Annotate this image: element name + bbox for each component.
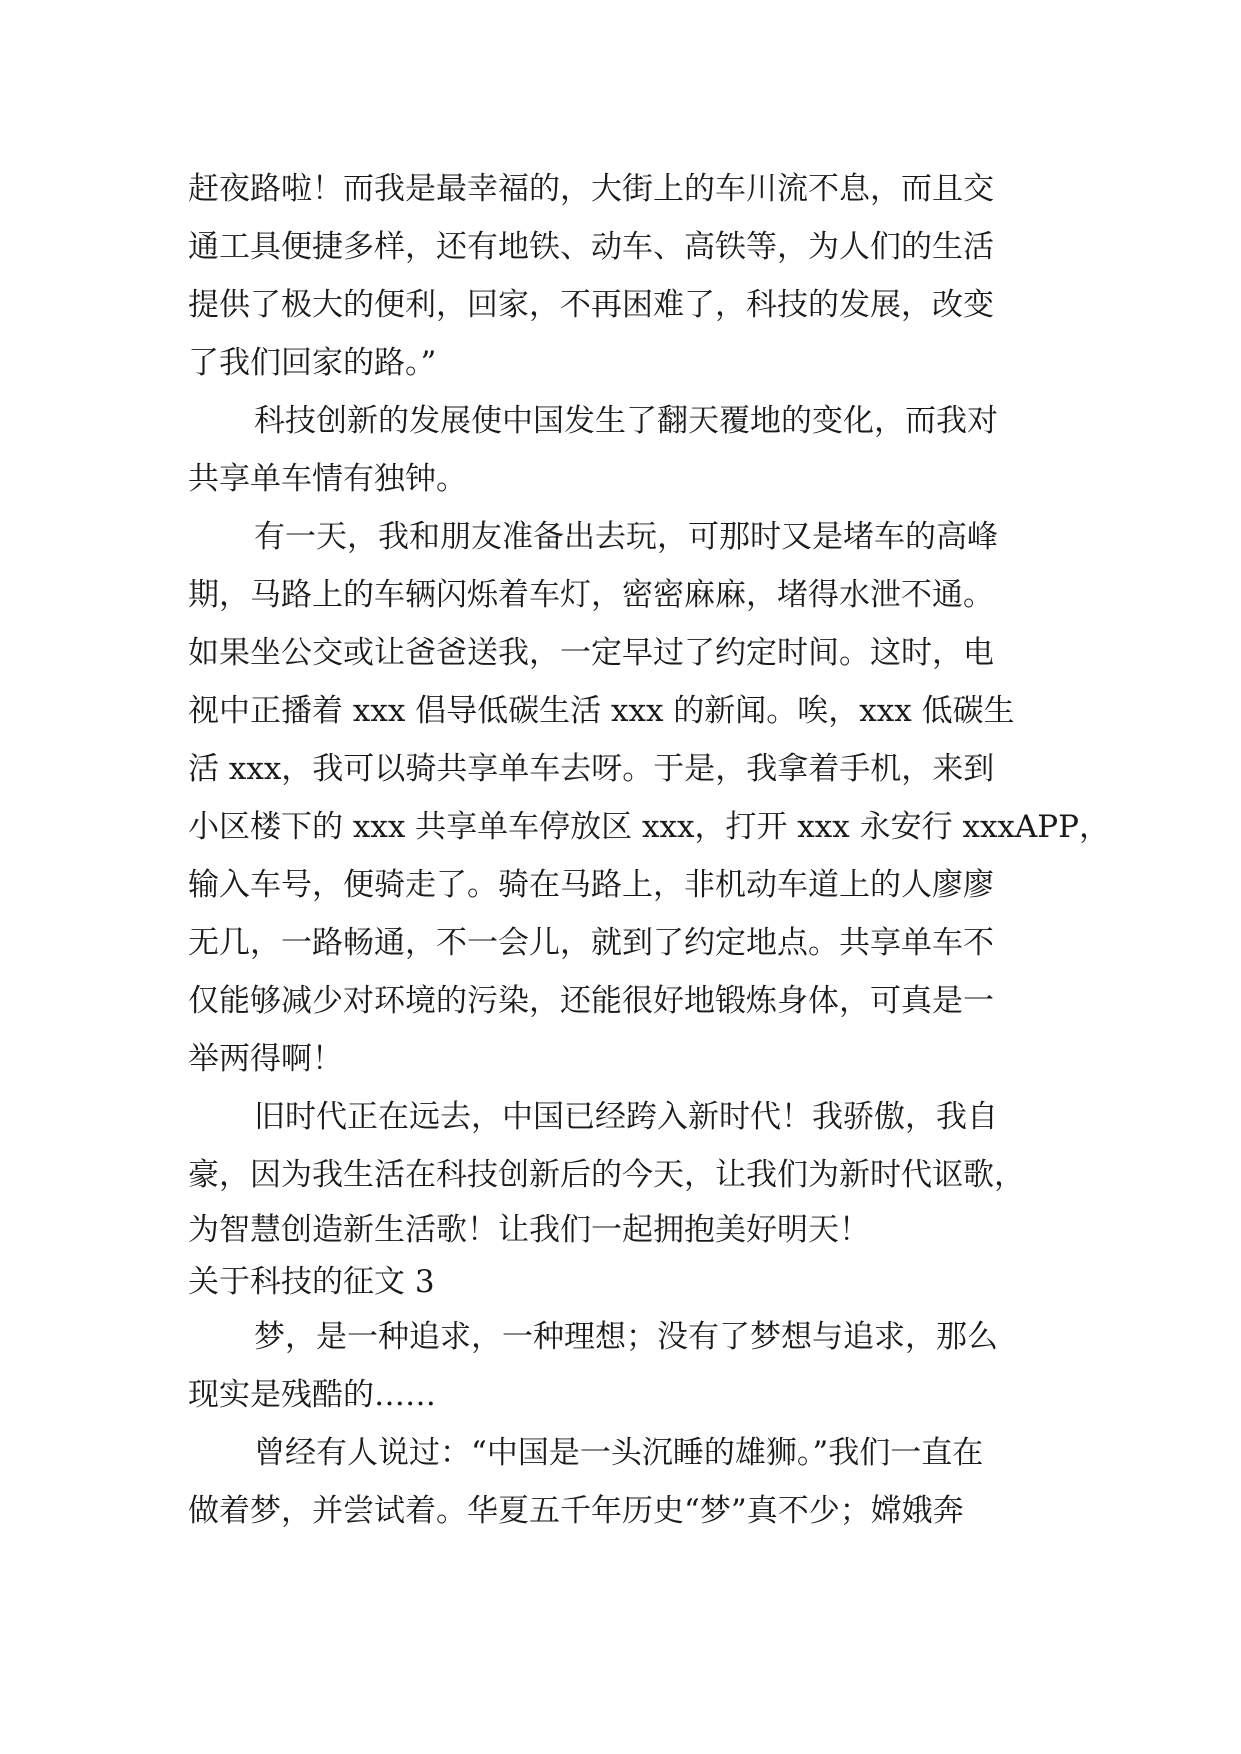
paragraph-line: 举两得啊！	[188, 1041, 343, 1077]
paragraph-line: 仅能够减少对环境的污染，还能很好地锻炼身体，可真是一	[188, 983, 994, 1019]
paragraph-line: 通工具便捷多样，还有地铁、动车、高铁等，为人们的生活	[188, 229, 994, 265]
paragraph-line: 有一天，我和朋友准备出去玩，可那时又是堵车的高峰	[254, 519, 998, 555]
paragraph-line: 如果坐公交或让爸爸送我，一定早过了约定时间。这时，电	[188, 635, 994, 671]
paragraph-line: 科技创新的发展使中国发生了翻天覆地的变化，而我对	[254, 403, 998, 439]
paragraph-line: 共享单车情有独钟。	[188, 461, 467, 497]
paragraph-line: 了我们回家的路。”	[188, 345, 437, 381]
paragraph-line: 豪，因为我生活在科技创新后的今天，让我们为新时代讴歌，	[188, 1157, 1025, 1193]
document-body	[188, 160, 1111, 1540]
paragraph-line: 小区楼下的 xxx 共享单车停放区 xxx，打开 xxx 永安行 xxxAPP，	[188, 809, 1111, 845]
paragraph-line: 视中正播着 xxx 倡导低碳生活 xxx 的新闻。唉，xxx 低碳生	[188, 693, 1015, 729]
paragraph-line: 输入车号，便骑走了。骑在马路上，非机动车道上的人廖廖	[188, 867, 994, 903]
paragraph-line: 提供了极大的便利，回家，不再困难了，科技的发展，改变	[188, 287, 994, 323]
paragraph-line: 做着梦，并尝试着。华夏五千年历史“梦”真不少；嫦娥奔	[188, 1493, 964, 1529]
paragraph-line: 无几，一路畅通，不一会儿，就到了约定地点。共享单车不	[188, 925, 994, 961]
paragraph-line: 旧时代正在远去，中国已经跨入新时代！我骄傲，我自	[254, 1099, 998, 1135]
paragraph-line: 曾经有人说过：“中国是一头沉睡的雄狮。”我们一直在	[254, 1435, 984, 1471]
paragraph-line: 现实是残酷的……	[188, 1377, 436, 1413]
paragraph-line: 赶夜路啦！而我是最幸福的，大街上的车川流不息，而且交	[188, 171, 994, 207]
paragraph-line: 为智慧创造新生活歌！让我们一起拥抱美好明天！	[188, 1212, 870, 1248]
paragraph-line: 活 xxx，我可以骑共享单车去呀。于是，我拿着手机，来到	[188, 751, 995, 787]
paragraph-line: 期，马路上的车辆闪烁着车灯，密密麻麻，堵得水泄不通。	[188, 577, 994, 613]
paragraph-line: 梦，是一种追求，一种理想；没有了梦想与追求，那么	[254, 1319, 998, 1355]
section-heading: 关于科技的征文 3	[188, 1264, 435, 1300]
